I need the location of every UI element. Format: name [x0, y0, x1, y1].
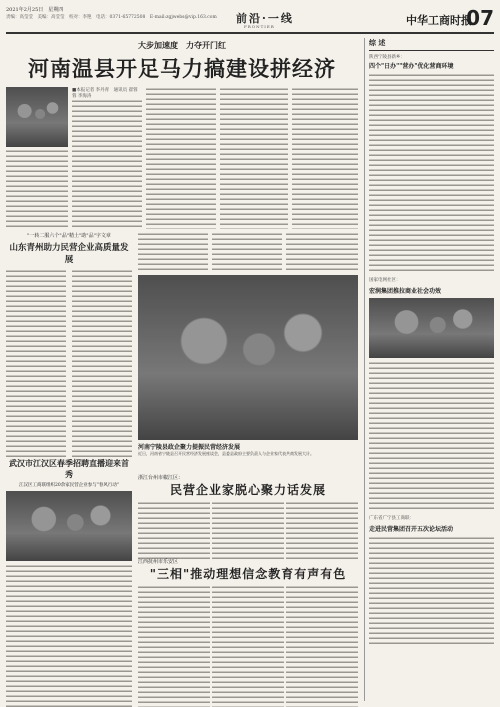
jiangxi-kicker: 江西抚州市乐安区 [138, 559, 179, 565]
section-title-en: FRONTIER [244, 24, 275, 29]
zhejiang-text-3 [286, 501, 358, 561]
zhejiang-text-2 [212, 501, 284, 561]
right-rubric: 综 述 [369, 38, 494, 51]
right-item2-text [369, 361, 494, 511]
jiangxi-headline: "三相"推动理想信念教育有声有色 [149, 567, 347, 581]
photo-block-text-3 [286, 232, 358, 272]
right-item1-text [369, 73, 494, 273]
shandong-text-col-1 [6, 269, 66, 459]
lead-text-col-3 [220, 87, 288, 229]
wuhan-article [6, 458, 132, 707]
main-column [6, 38, 358, 581]
lead-sidebar-text [6, 149, 68, 229]
right-item3-text [369, 536, 494, 646]
section-title: 前沿·一线 [236, 12, 294, 25]
lead-sidebar-image [6, 87, 68, 147]
photo-block [138, 232, 358, 437]
wuhan-subhead: 江汉区工商联组织20余家民营企业参与"春风行动" [19, 483, 119, 488]
right-item2-photo [369, 298, 494, 358]
wuhan-photo [6, 491, 132, 561]
jiangxi-text-2 [212, 585, 284, 707]
right-item3-title: 走进民营集团召开五次论坛活动 [369, 526, 454, 533]
right-item2-kicker: 国家电网社区： [369, 278, 401, 283]
photo-caption-title: 河南宁陵县政企聚力提振民营经济发展 [138, 444, 241, 451]
lead-kicker: 大步加速度 力夺开门红 [138, 40, 226, 50]
photo-caption-text: 近日，河南省宁陵县召开民营经济发展座谈会，县委县政府主要负责人与企业家代表共商发展大计。 [138, 451, 314, 456]
photo-block-text-1 [138, 232, 208, 272]
zhejiang-article [138, 474, 358, 561]
jiangxi-article [138, 558, 358, 707]
lead-text-col-1 [72, 99, 142, 229]
lead-headline: 河南温县开足马力搞建设拼经济 [28, 56, 336, 81]
wuhan-text [6, 564, 132, 707]
page-number: 07 [466, 6, 494, 30]
issue-date: 2021年2月25日 星期四 [6, 7, 64, 13]
page-header [6, 4, 494, 34]
photo-block-text-2 [212, 232, 282, 272]
photo-caption-block [138, 442, 358, 456]
shandong-kicker: "一转二服六个"品"精土"助"品"字文章 [27, 233, 111, 239]
jiangxi-text-3 [286, 585, 358, 707]
zhejiang-kicker: 浙江台州市椒江区： [138, 475, 184, 481]
shandong-text-col-2 [72, 269, 132, 459]
right-item1-title: 四个"日办""营办"优化营商环境 [369, 63, 454, 70]
shandong-headline: 山东青州助力民营企业高质量发展 [9, 243, 129, 265]
newspaper-name: 中华工商时报 [406, 14, 472, 27]
right-item3-kicker: 广东省广宁县工商联： [369, 516, 414, 521]
zhejiang-text-1 [138, 501, 210, 561]
shandong-article [6, 232, 132, 459]
lead-byline: ■本报记者 李丹青 通讯员 翟蓉蓉 李海涛 [72, 88, 138, 99]
right-item2-title: 宏润集团推拉商业社会功效 [369, 288, 442, 295]
right-item1-kicker: 陕西宁陵县新乡： [369, 55, 405, 60]
wuhan-headline: 武汉市江汉区春季招聘直播迎来首秀 [9, 458, 129, 479]
right-column [364, 38, 494, 701]
lead-text-col-4 [292, 87, 358, 229]
lead-article [6, 87, 358, 232]
jiangxi-text-1 [138, 585, 210, 707]
meeting-photo [138, 275, 358, 440]
middle-block [6, 232, 358, 462]
lead-text-col-2 [146, 87, 216, 229]
editor-line: 责编：高莹莹 美编：高莹莹 校对：李艳 电话：0371-65772508 E-mail:zgjwebs@vip.163.com [6, 15, 217, 20]
zhejiang-headline: 民营企业家脱心聚力话发展 [169, 483, 326, 497]
